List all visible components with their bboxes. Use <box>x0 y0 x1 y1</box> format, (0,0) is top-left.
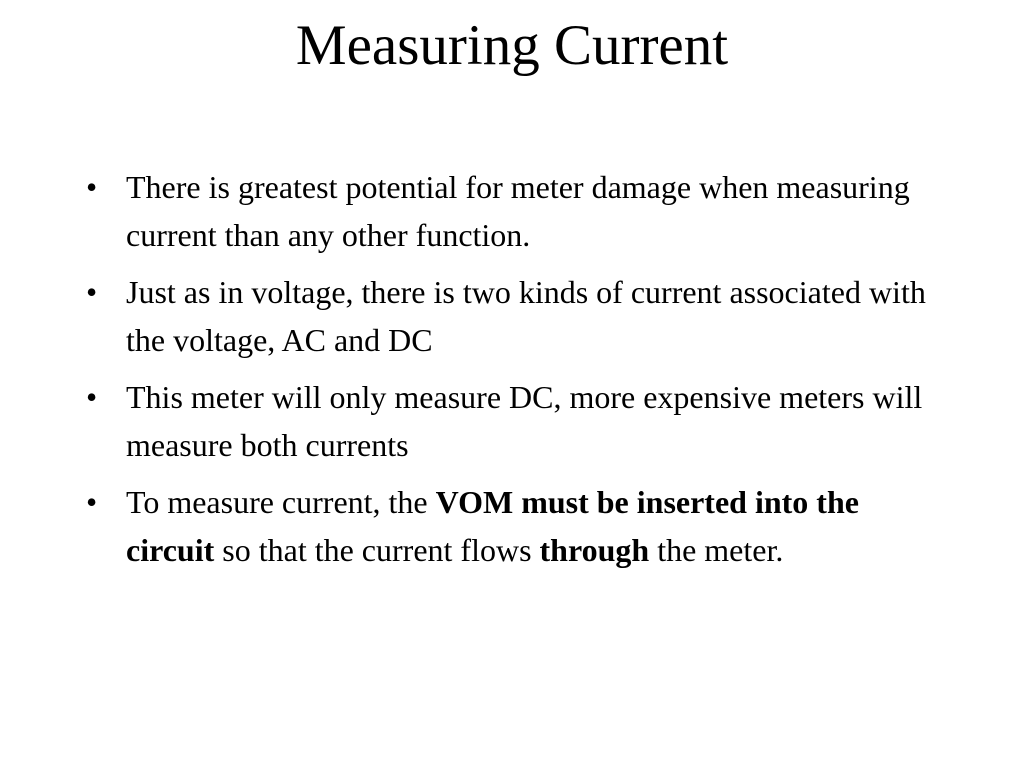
bullet-icon: • <box>86 379 98 415</box>
bullet-text-emphasis: VOM must be inserted into the circuit <box>126 484 859 568</box>
bullet-text-segment: the meter. <box>649 532 784 568</box>
bullet-text-segment: so that the current flows <box>214 532 540 568</box>
bullet-text-segment: To measure current, the <box>126 484 436 520</box>
bullet-item <box>86 268 946 364</box>
bullet-item <box>86 163 946 259</box>
bullet-text: There is greatest potential for meter damage when measuring current than any other function. <box>126 169 910 253</box>
bullet-list <box>86 163 946 583</box>
bullet-icon: • <box>86 274 98 310</box>
bullet-text: Just as in voltage, there is two kinds of current associated with the voltage, AC and DC <box>126 274 926 358</box>
bullet-text-emphasis: through <box>539 532 650 568</box>
bullet-icon: • <box>86 169 98 205</box>
bullet-item <box>86 373 946 469</box>
bullet-icon: • <box>86 484 98 520</box>
slide-title: Measuring Current <box>295 14 729 77</box>
bullet-item <box>86 478 946 574</box>
bullet-text: This meter will only measure DC, more expensive meters will measure both currents <box>126 379 923 463</box>
